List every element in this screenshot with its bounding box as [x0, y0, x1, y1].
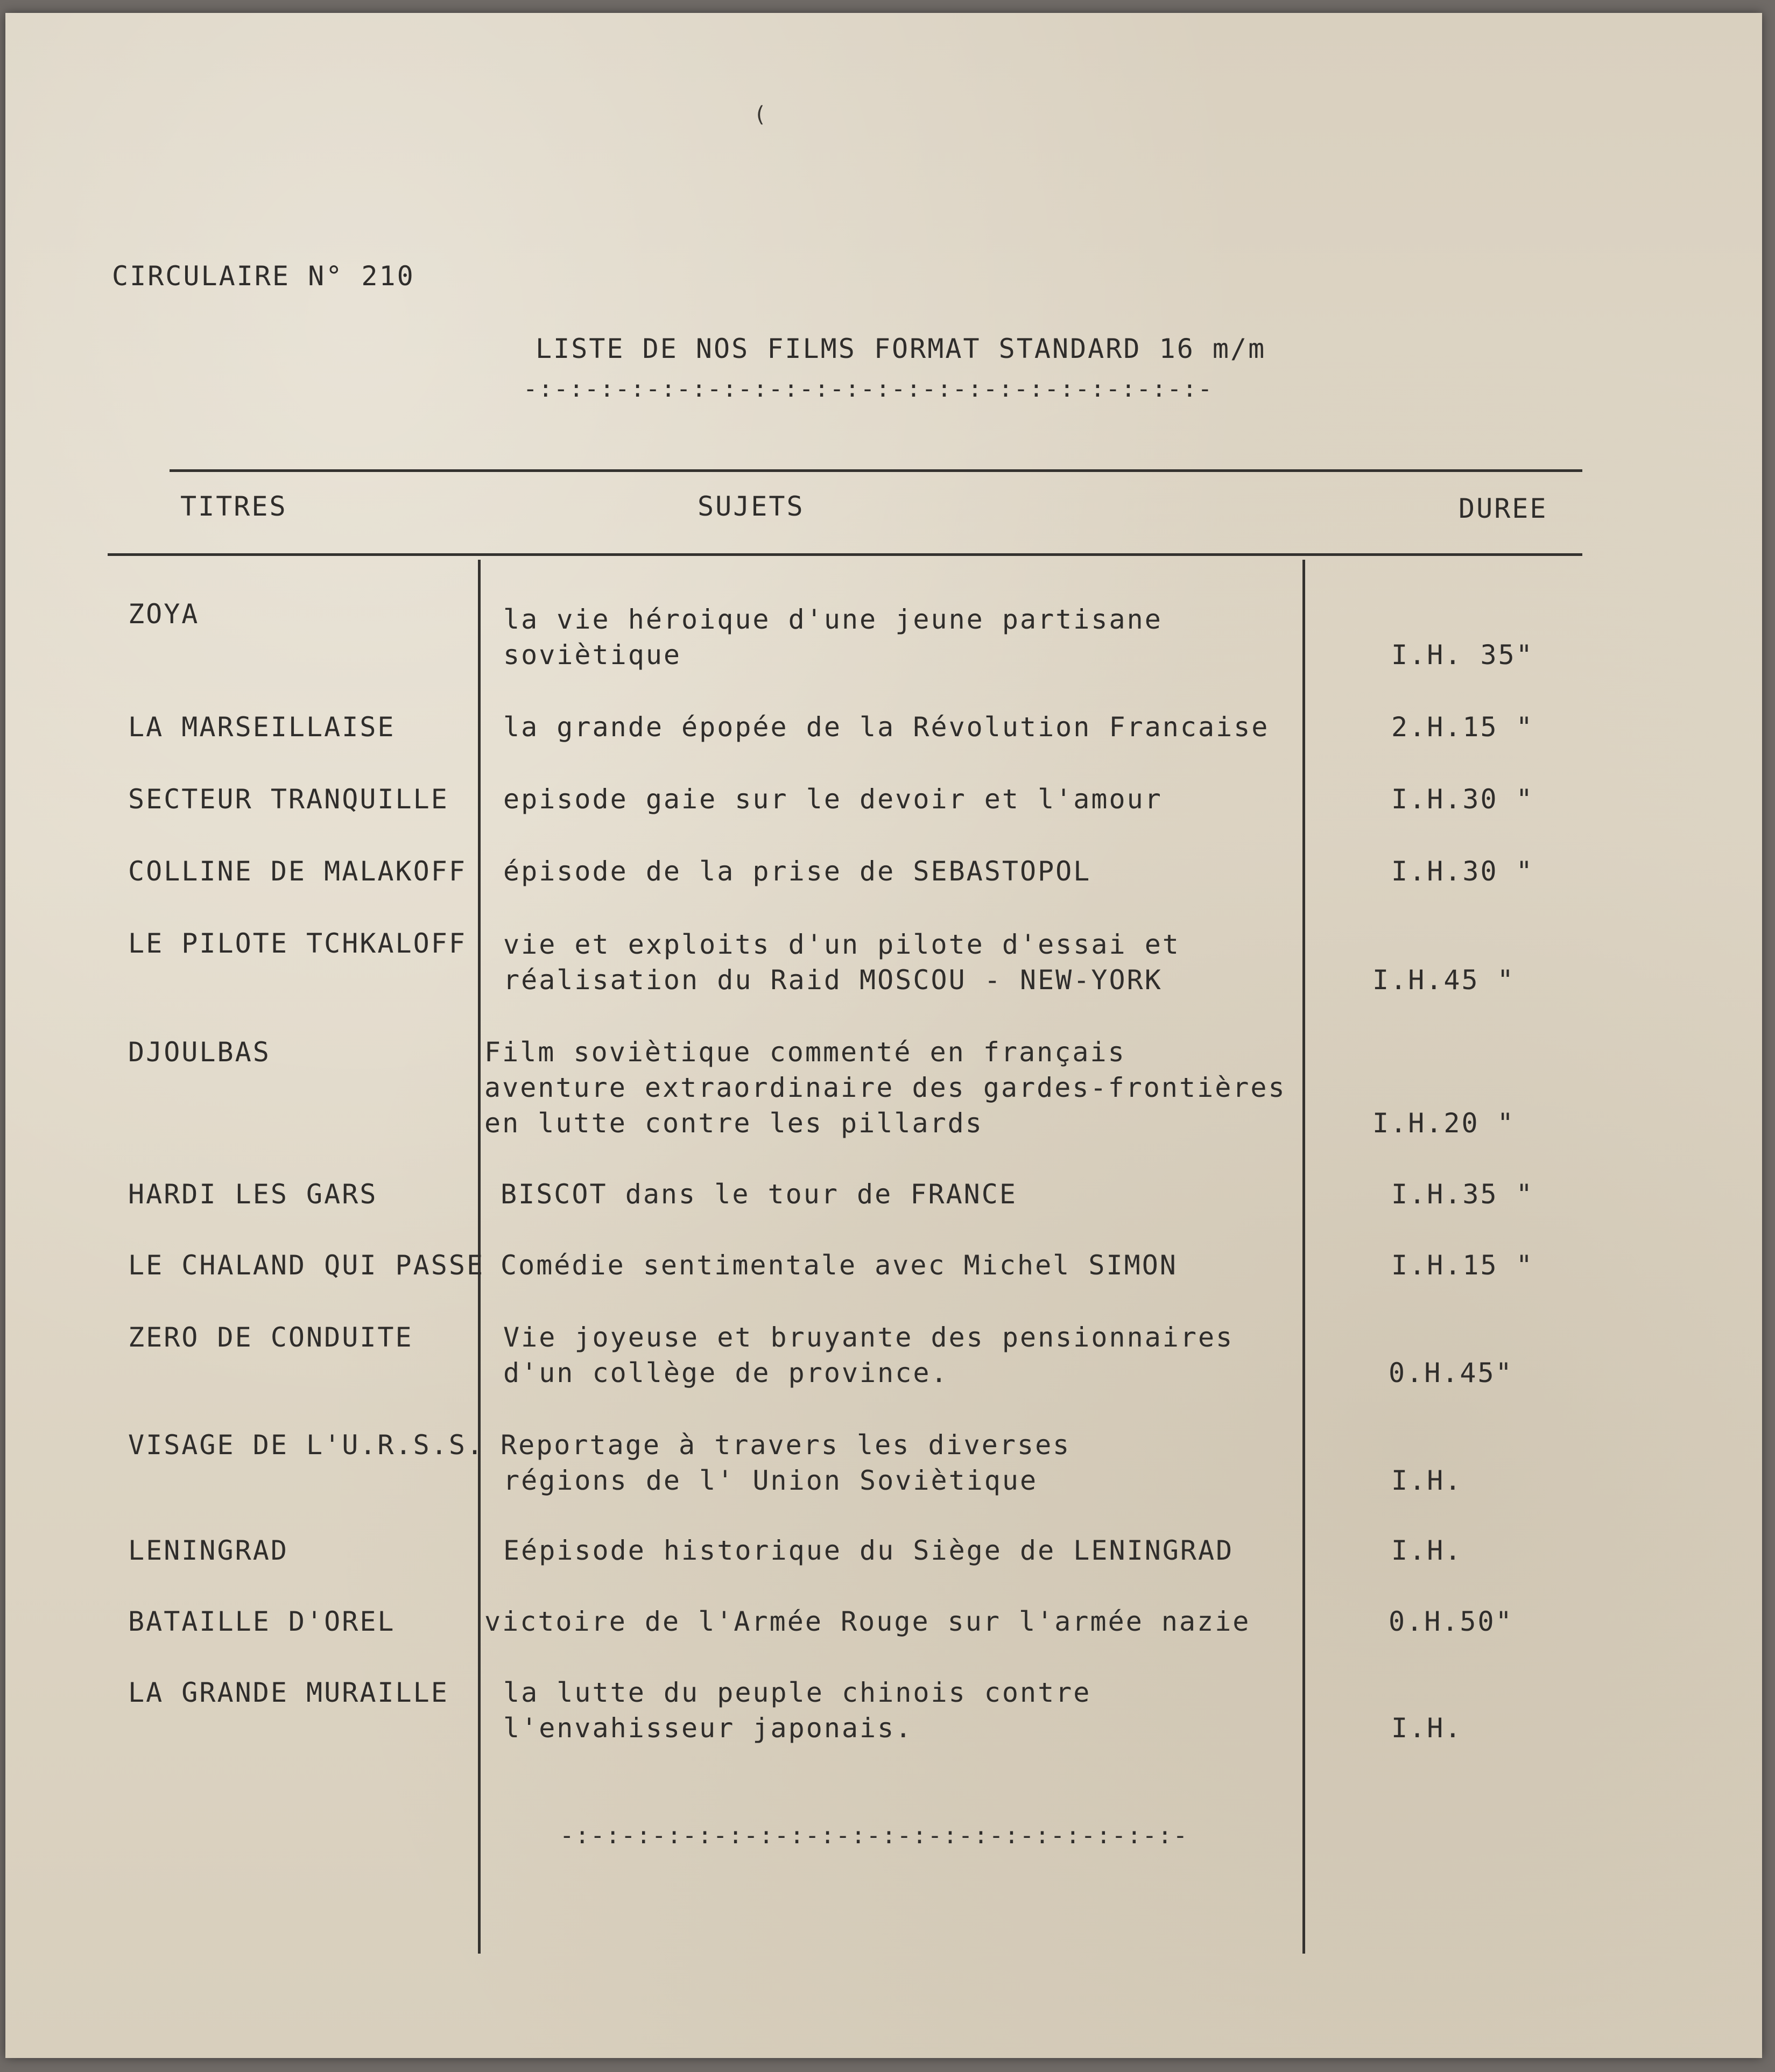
film-duration: 0.H.45": [1389, 1357, 1513, 1389]
film-subject-line: Vie joyeuse et bruyante des pensionnaires: [503, 1322, 1234, 1353]
film-duration: I.H.35 ": [1391, 1179, 1534, 1210]
film-duration: I.H.: [1391, 1712, 1463, 1744]
film-subject-line: Reportage à travers les diverses: [501, 1429, 1071, 1461]
document-title: LISTE DE NOS FILMS FORMAT STANDARD 16 m/m: [536, 333, 1266, 364]
header-titles: TITRES: [180, 491, 287, 522]
film-subject-line: Film soviètique commenté en français: [484, 1037, 1126, 1068]
film-subject-line: soviètique: [503, 639, 682, 671]
pencil-mark: (: [753, 102, 767, 127]
film-subject-line: d'un collège de province.: [503, 1357, 949, 1389]
title-rule: -:-:-:-:-:-:-:-:-:-:-:-:-:-:-:-:-:-:-:-:-:-:-: [523, 375, 1214, 403]
film-subject-line: l'envahisseur japonais.: [503, 1712, 913, 1744]
film-title: LENINGRAD: [128, 1535, 288, 1566]
film-title: LA GRANDE MURAILLE: [128, 1677, 449, 1708]
film-subject-line: vie et exploits d'un pilote d'essai et: [503, 929, 1180, 960]
film-subject-line: episode gaie sur le devoir et l'amour: [503, 784, 1163, 815]
film-subject-line: en lutte contre les pillards: [484, 1108, 983, 1139]
film-subject-line: victoire de l'Armée Rouge sur l'armée nazie: [484, 1606, 1251, 1637]
film-subject-line: Comédie sentimentale avec Michel SIMON: [501, 1250, 1178, 1281]
film-title: LE PILOTE TCHKALOFF: [128, 928, 467, 959]
film-title: LA MARSEILLAISE: [128, 711, 396, 743]
film-title: VISAGE DE L'U.R.S.S.: [128, 1429, 485, 1461]
film-duration: I.H. 35": [1391, 639, 1534, 671]
film-title: SECTEUR TRANQUILLE: [128, 784, 449, 815]
film-subject-line: la lutte du peuple chinois contre: [503, 1677, 1091, 1708]
film-duration: 0.H.50": [1389, 1606, 1513, 1637]
film-subject-line: réalisation du Raid MOSCOU - NEW-YORK: [503, 964, 1163, 996]
header-subjects: SUJETS: [698, 491, 805, 522]
circular-number: CIRCULAIRE N° 210: [112, 260, 415, 292]
film-duration: 2.H.15 ": [1391, 711, 1534, 743]
film-subject-line: la vie héroique d'une jeune partisane: [503, 604, 1163, 635]
film-title: BATAILLE D'OREL: [128, 1606, 396, 1637]
film-duration: I.H.15 ": [1391, 1250, 1534, 1281]
film-title: LE CHALAND QUI PASSE: [128, 1250, 485, 1281]
end-rule: -:-:-:-:-:-:-:-:-:-:-:-:-:-:-:-:-:-:-:-:-: [560, 1822, 1189, 1849]
film-title: COLLINE DE MALAKOFF: [128, 856, 467, 887]
column-divider-right: [1302, 560, 1305, 1954]
film-subject-line: régions de l' Union Soviètique: [503, 1465, 1038, 1496]
film-duration: I.H.: [1391, 1535, 1463, 1566]
film-title: DJOULBAS: [128, 1037, 271, 1068]
film-duration: I.H.45 ": [1372, 964, 1515, 996]
film-duration: I.H.30 ": [1391, 856, 1534, 887]
film-subject-line: la grande épopée de la Révolution Francaise: [503, 711, 1270, 743]
film-subject-line: Eépisode historique du Siège de LENINGRAD: [503, 1535, 1234, 1566]
film-duration: I.H.20 ": [1372, 1108, 1515, 1139]
table-top-rule: [170, 469, 1582, 472]
film-title: ZERO DE CONDUITE: [128, 1322, 413, 1353]
film-duration: I.H.: [1391, 1465, 1463, 1496]
film-title: HARDI LES GARS: [128, 1179, 378, 1210]
film-subject-line: aventure extraordinaire des gardes-frontières: [484, 1072, 1286, 1103]
film-duration: I.H.30 ": [1391, 784, 1534, 815]
film-title: ZOYA: [128, 598, 200, 630]
film-subject-line: épisode de la prise de SEBASTOPOL: [503, 856, 1091, 887]
table-header-rule: [108, 553, 1582, 556]
header-duration: DUREE: [1459, 493, 1548, 524]
film-subject-line: BISCOT dans le tour de FRANCE: [501, 1179, 1017, 1210]
